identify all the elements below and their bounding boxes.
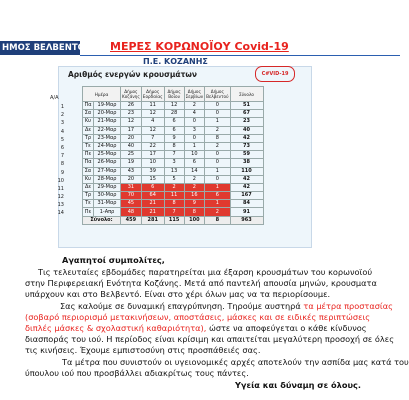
paragraph-3-line-2: ύπουλου ιού που προσβάλλει αδιακρίτως τους πάντες. xyxy=(25,368,249,378)
cell-date: 22-Μαρ xyxy=(94,126,121,134)
cell-value: 17 xyxy=(141,151,164,159)
cell-value: 4 xyxy=(141,118,164,126)
sum-value: 281 xyxy=(141,216,164,224)
col-date: Ημέρα xyxy=(83,87,121,102)
paragraph-2-emphasis-2: διπλές μάσκες & σχολαστική καθαριότητα), xyxy=(25,323,207,333)
cell-date: 20-Μαρ xyxy=(94,110,121,118)
cell-total: 110 xyxy=(230,167,263,175)
cell-day: Πα xyxy=(84,159,92,166)
municipality-banner: ΗΜΟΣ ΒΕΛΒΕΝΤΟΥ xyxy=(2,43,92,53)
cell-value: 25 xyxy=(121,151,142,159)
cell-day: Πε xyxy=(83,208,94,216)
cell-value: 45 xyxy=(121,200,142,208)
cell-date: 24-Μαρ xyxy=(94,142,121,150)
cell-value: 11 xyxy=(141,102,164,110)
cell-value: 6 xyxy=(184,159,205,167)
cell-date: 23-Μαρ xyxy=(94,134,121,142)
cell-value: 21 xyxy=(141,208,164,216)
row-number: 13 xyxy=(57,202,64,209)
cell-day: Πε xyxy=(83,151,94,159)
cell-day: Πα xyxy=(84,102,92,109)
cell-value: 21 xyxy=(141,200,164,208)
row-number: 12 xyxy=(57,194,64,201)
sum-row xyxy=(83,216,264,224)
table-row xyxy=(83,142,264,150)
table-row xyxy=(83,151,264,159)
cell-value: 12 xyxy=(141,126,164,134)
paragraph-2-text-2: ώστε να αποφεύγεται ο κάθε κίνδυνος xyxy=(206,323,367,333)
cell-value: 22 xyxy=(141,142,164,150)
regional-unit-title: Π.Ε. ΚΟΖΑΝΗΣ xyxy=(143,57,208,66)
cell-value: 1 xyxy=(205,167,230,175)
header-divider xyxy=(80,55,400,56)
cell-total: 91 xyxy=(230,208,263,216)
row-number: 14 xyxy=(57,210,64,217)
cell-value: 8 xyxy=(164,200,184,208)
table-row xyxy=(83,192,264,200)
sum-value: 100 xyxy=(184,216,205,224)
cell-value: 6 xyxy=(205,192,230,200)
cell-day: Τε xyxy=(83,142,94,150)
cell-value: 2 xyxy=(205,208,230,216)
cell-date: 1-Απρ xyxy=(94,208,121,216)
cell-value: 12 xyxy=(164,102,184,110)
cell-total: 42 xyxy=(230,183,263,191)
cell-value: 9 xyxy=(184,200,205,208)
cell-value: 2 xyxy=(164,183,184,191)
cell-date: 25-Μαρ xyxy=(94,151,121,159)
paragraph-2-emphasis: τα μέτρα προστασίας xyxy=(303,301,393,311)
sum-value: 459 xyxy=(121,216,142,224)
cell-value: 8 xyxy=(184,208,205,216)
paragraph-1-line-2: στην Περιφερειακή Ενότητα Κοζάνης. Μετά από παντελή απουσία μηνών, κρουσματα xyxy=(25,278,377,288)
cell-value: 3 xyxy=(164,159,184,167)
cell-value: 8 xyxy=(164,142,184,150)
row-number: 6 xyxy=(60,144,64,151)
col-servia: Δήμος Σερβίων xyxy=(184,87,205,102)
cell-date: 29-Μαρ xyxy=(94,183,121,191)
cell-day: Τε xyxy=(83,200,94,208)
col-total: Σύνολο xyxy=(230,87,263,102)
col-kozani: Δήμος Κοζάνης xyxy=(121,87,142,102)
cell-total: 73 xyxy=(230,142,263,150)
row-number: 4 xyxy=(60,128,64,135)
paragraph-2-line-1 xyxy=(60,301,393,311)
cell-day: Σα xyxy=(83,110,94,118)
cell-value: 2 xyxy=(205,142,230,150)
row-number: 9 xyxy=(60,169,64,176)
table-row xyxy=(83,134,264,142)
cell-value: 1 xyxy=(205,118,230,126)
cell-value: 1 xyxy=(205,200,230,208)
cell-day: Δε xyxy=(83,126,94,134)
cell-date: 19-Μαρ xyxy=(94,102,121,110)
cell-value: 6 xyxy=(164,118,184,126)
paragraph-2-line-4: διασποράς του ιού. Η περίοδος είναι κρίσιμη και απαιτείται μεγαλύτερη προσοχή σε όλες xyxy=(25,334,394,344)
row-numbers xyxy=(56,103,64,218)
cell-value: 16 xyxy=(184,192,205,200)
table-row xyxy=(83,126,264,134)
row-number: 8 xyxy=(60,161,64,168)
paragraph-2-line-5: τις κινήσεις. Έχουμε εμπιστοσύνη στις προσπάθειές σας. xyxy=(25,345,261,355)
cell-total: 67 xyxy=(230,110,263,118)
cell-day: Κυ xyxy=(83,175,94,183)
table-row xyxy=(83,110,264,118)
cell-value: 2 xyxy=(184,183,205,191)
sum-label: Σύνολο: xyxy=(83,216,121,224)
cell-value: 64 xyxy=(141,192,164,200)
cell-total: 42 xyxy=(230,175,263,183)
cell-date: 27-Μαρ xyxy=(94,167,121,175)
cell-value: 8 xyxy=(205,134,230,142)
table-row xyxy=(83,102,264,110)
cell-date: 21-Μαρ xyxy=(94,118,121,126)
row-number: 11 xyxy=(57,185,64,192)
cell-value: 10 xyxy=(141,159,164,167)
row-number: 2 xyxy=(60,112,64,119)
aa-label: Α/Α xyxy=(50,95,59,101)
cell-value: 1 xyxy=(184,142,205,150)
cell-total: 42 xyxy=(230,134,263,142)
table-header-row xyxy=(83,87,264,102)
cell-value: 23 xyxy=(121,110,142,118)
cell-value: 17 xyxy=(121,126,142,134)
cell-value: 31 xyxy=(121,183,142,191)
table-row xyxy=(83,118,264,126)
cell-value: 14 xyxy=(184,167,205,175)
cell-value: 7 xyxy=(164,208,184,216)
row-number: 1 xyxy=(60,104,64,110)
cell-value: 0 xyxy=(205,159,230,167)
cell-value: 48 xyxy=(121,208,142,216)
cell-value: 4 xyxy=(184,110,205,118)
row-number: 3 xyxy=(60,120,64,127)
cell-total: 38 xyxy=(230,159,263,167)
greeting: Αγαπητοί συμπολίτες, xyxy=(62,255,165,265)
cell-value: 43 xyxy=(121,167,142,175)
paragraph-2-line-3 xyxy=(25,323,367,333)
cell-day: Τρ xyxy=(83,192,94,200)
table-row xyxy=(83,183,264,191)
cell-total: 51 xyxy=(230,102,263,110)
cell-total: 23 xyxy=(230,118,263,126)
cell-value: 0 xyxy=(184,134,205,142)
cell-value: 12 xyxy=(141,110,164,118)
cell-day: Σα xyxy=(83,167,94,175)
cell-value: 0 xyxy=(205,102,230,110)
row-number: 10 xyxy=(57,177,64,184)
panel-title: Αριθμός ενεργών κρουσμάτων xyxy=(68,70,197,79)
cell-value: 0 xyxy=(205,110,230,118)
cell-value: 5 xyxy=(164,175,184,183)
cell-day: Δε xyxy=(83,183,94,191)
cell-total: 84 xyxy=(230,200,263,208)
sum-total: 963 xyxy=(230,216,263,224)
cell-value: 39 xyxy=(141,167,164,175)
cell-value: 2 xyxy=(184,102,205,110)
cases-table xyxy=(82,86,264,225)
cell-value: 20 xyxy=(121,175,142,183)
cell-value: 0 xyxy=(205,175,230,183)
cell-date: 30-Μαρ xyxy=(94,192,121,200)
cell-value: 26 xyxy=(121,102,142,110)
cell-value: 10 xyxy=(184,151,205,159)
cell-value: 9 xyxy=(164,134,184,142)
table-row xyxy=(83,175,264,183)
row-number: 5 xyxy=(60,136,64,143)
col-velvento: Δήμος Βελβεντού xyxy=(205,87,230,102)
cell-value: 70 xyxy=(121,192,142,200)
col-eordaia: Δήμος Εορδαίας xyxy=(141,87,164,102)
cell-day: Τρ xyxy=(83,134,94,142)
cell-total: 59 xyxy=(230,151,263,159)
cell-total: 167 xyxy=(230,192,263,200)
paragraph-3-line-1: Τα μέτρα που συνιστούν οι υγειονομικές αρχές αποτελούν την ασπίδα μας κατά του xyxy=(62,357,409,367)
table-row xyxy=(83,200,264,208)
table-row xyxy=(83,208,264,216)
cell-value: 15 xyxy=(141,175,164,183)
sum-value: 115 xyxy=(164,216,184,224)
closing-line: Υγεία και δύναμη σε όλους. xyxy=(235,380,361,390)
cell-value: 12 xyxy=(121,118,142,126)
cell-value: 20 xyxy=(121,134,142,142)
cell-value: 40 xyxy=(121,142,142,150)
cell-value: 7 xyxy=(164,151,184,159)
paragraph-2-line-2: (σοβαρό περιορισμό μετακινήσεων, αποστάσεις, μάσκες και σε ειδικές περιπτώσεις xyxy=(25,312,371,322)
cell-value: 6 xyxy=(164,126,184,134)
sum-value: 8 xyxy=(205,216,230,224)
cell-value: 2 xyxy=(184,175,205,183)
cell-value: 3 xyxy=(184,126,205,134)
cell-date: 26-Μαρ xyxy=(94,159,121,167)
paragraph-2-text: Σας καλούμε σε δυναμική επαγρύπνηση. Τηρούμε αυστηρά xyxy=(60,301,304,311)
cell-value: 0 xyxy=(184,118,205,126)
cell-date: 28-Μαρ xyxy=(94,175,121,183)
page-title: ΜΕΡΕΣ ΚΟΡΩΝΟΪΟΥ Covid-19 xyxy=(110,40,289,53)
cell-value: 11 xyxy=(164,192,184,200)
col-voio: Δήμος Βοΐου xyxy=(164,87,184,102)
paragraph-1-line-3: υπάρχουν και στο Βελβεντό. Είναι στο χέρι όλων μας να τα περιορίσουμε. xyxy=(25,289,331,299)
row-number: 7 xyxy=(60,153,64,160)
cell-value: 1 xyxy=(205,183,230,191)
cell-total: 40 xyxy=(230,126,263,134)
cell-date: 31-Μαρ xyxy=(94,200,121,208)
table-row xyxy=(83,159,264,167)
cell-value: 2 xyxy=(205,126,230,134)
covid-badge: C#VID-19 xyxy=(255,66,295,82)
cell-value: 7 xyxy=(141,134,164,142)
cell-value: 19 xyxy=(121,159,142,167)
cell-value: 6 xyxy=(141,183,164,191)
paragraph-1-line-1: Τις τελευταίες εβδομάδες παρατηρείται μια έξαρση κρουσμάτων του κορωνοϊού xyxy=(38,267,373,277)
cell-value: 13 xyxy=(164,167,184,175)
table-row xyxy=(83,167,264,175)
cell-value: 0 xyxy=(205,151,230,159)
cell-day: Κυ xyxy=(83,118,94,126)
cell-value: 28 xyxy=(164,110,184,118)
